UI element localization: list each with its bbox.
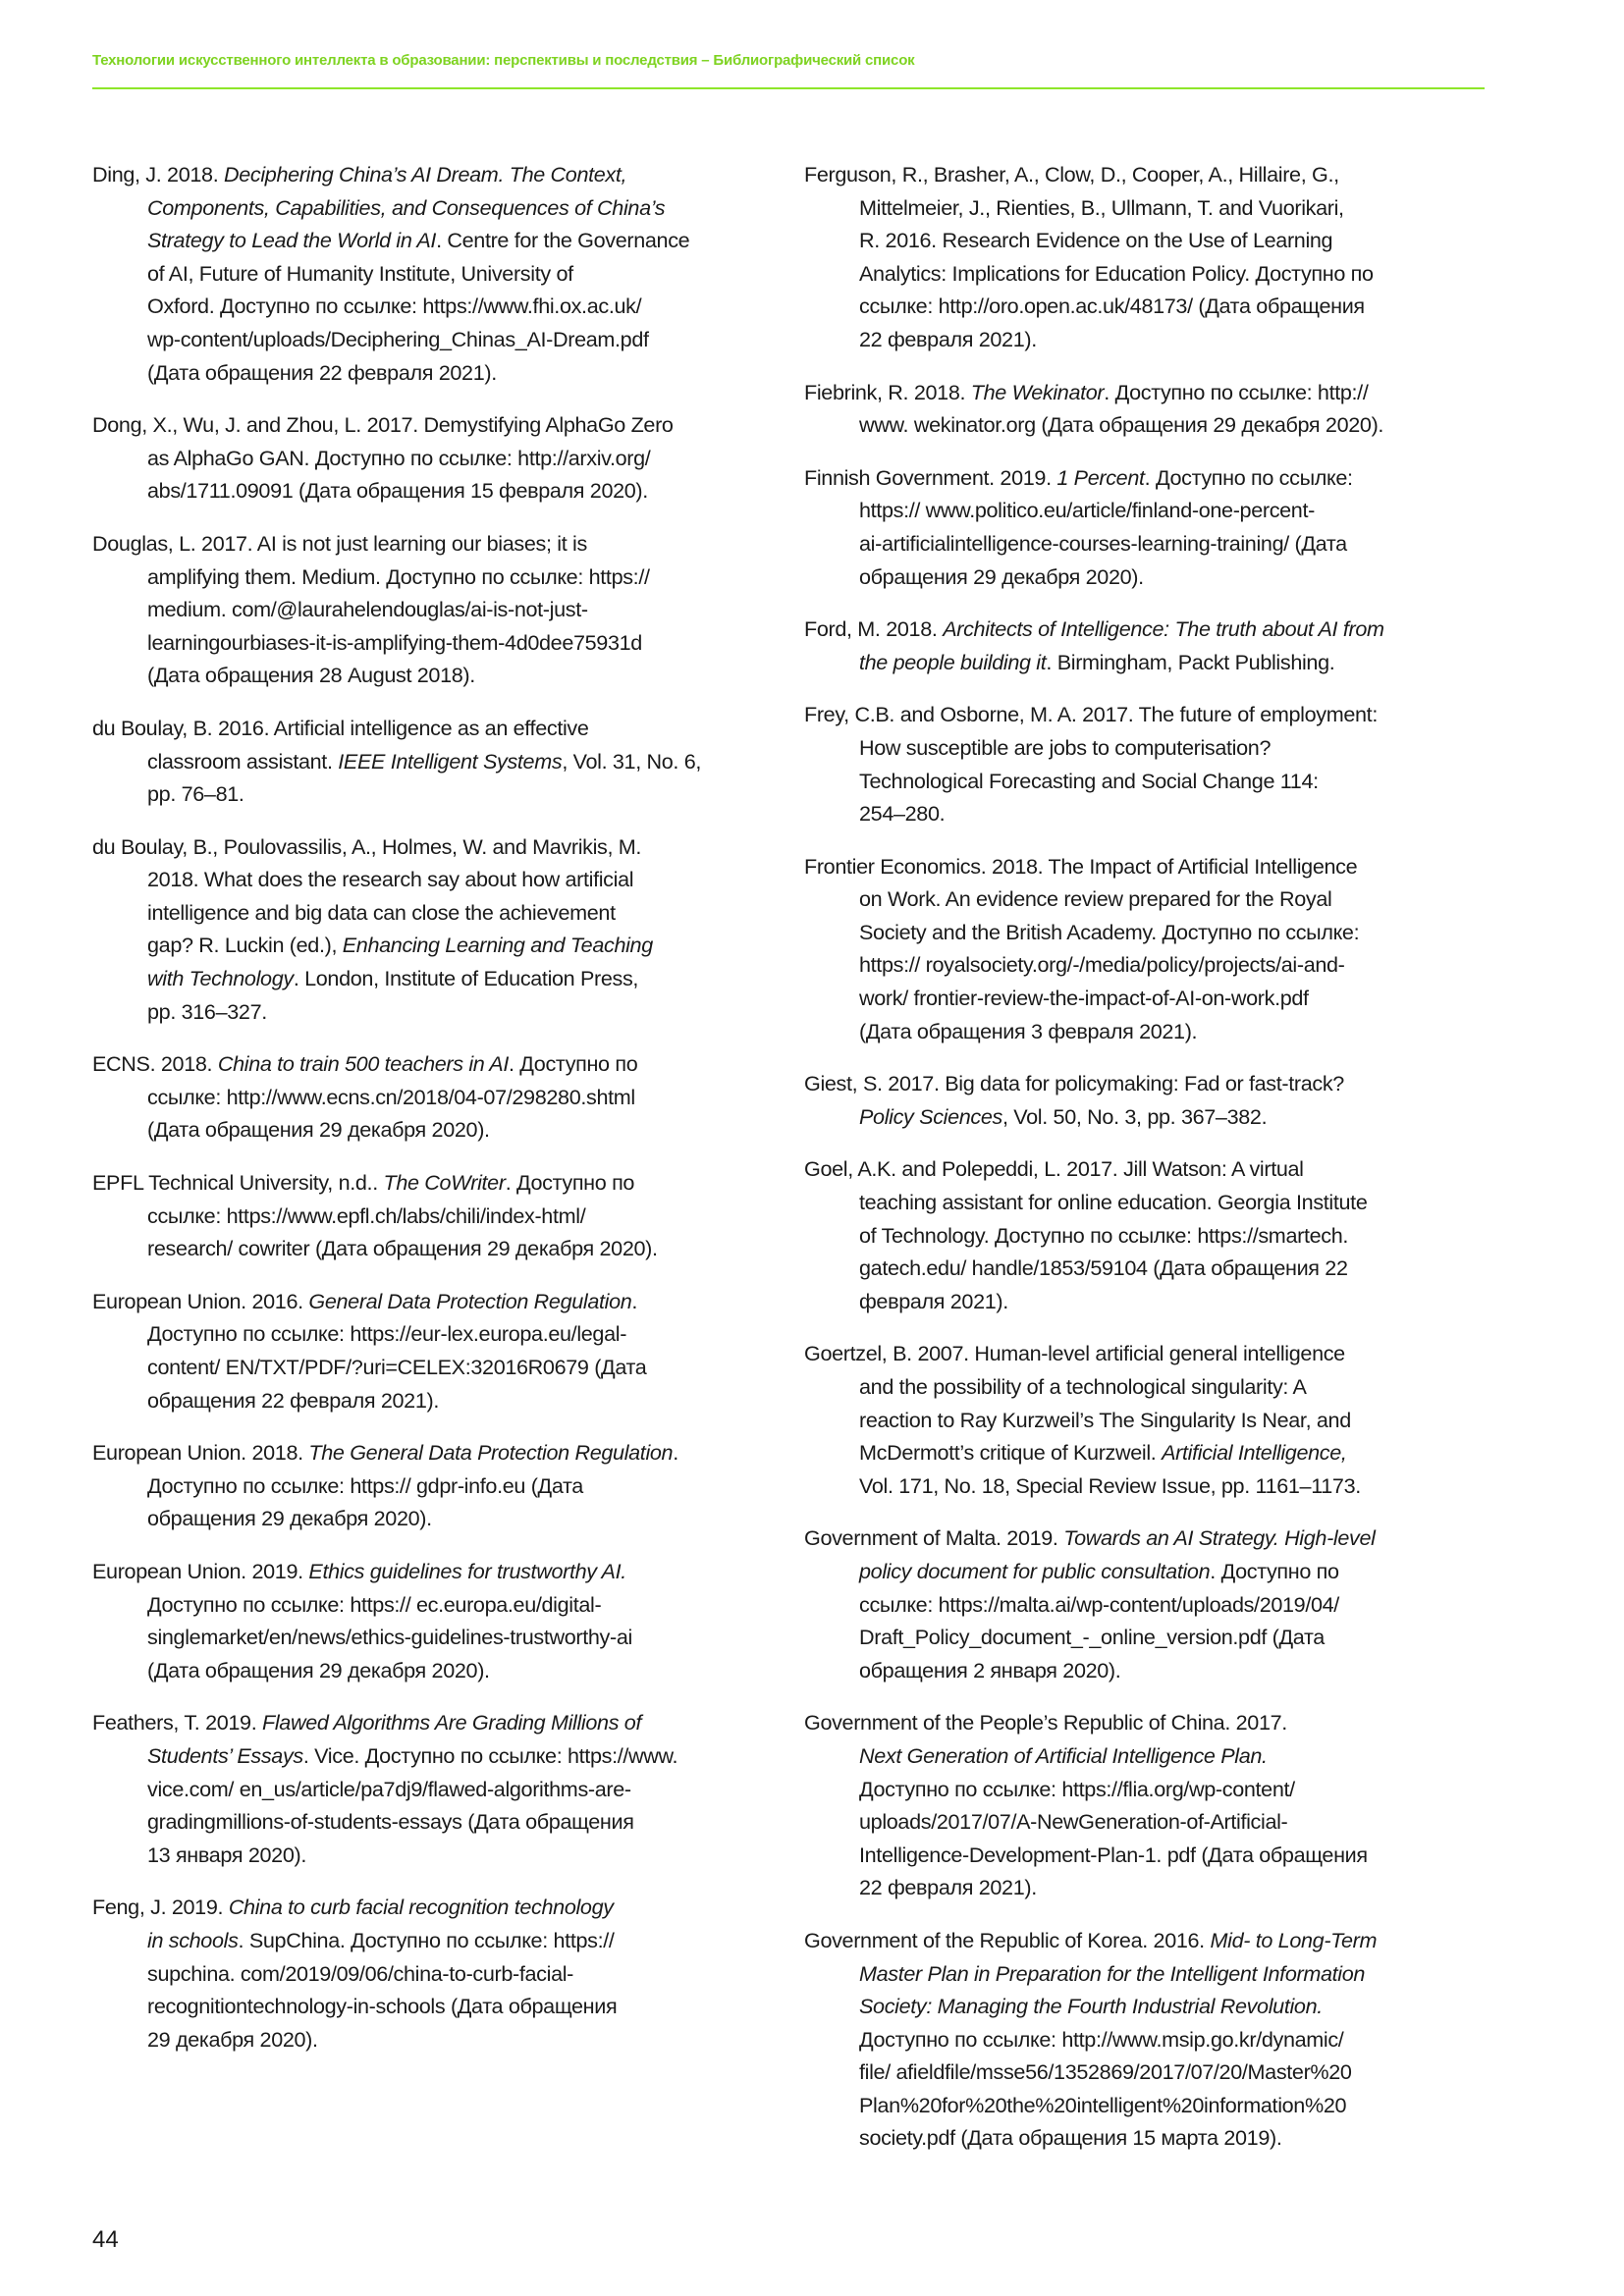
entry-text: supchina. com/2019/09/06/china-to-curb-facial- <box>147 1960 574 1986</box>
entry-line <box>804 561 1491 594</box>
entry-text: Technological Forecasting and Social Change 114: <box>859 768 1319 793</box>
entry-text: singlemarket/en/news/ethics-guidelines-trustworthy-ai <box>147 1625 632 1650</box>
bibliography-entry <box>804 1337 1491 1502</box>
entry-text: 22 февраля 2021). <box>859 326 1037 351</box>
entry-line <box>92 745 780 778</box>
entry-line <box>804 1957 1491 1991</box>
entry-text: wp-content/uploads/Deciphering_Chinas_AI-Dream.pdf <box>147 326 649 351</box>
entry-line <box>92 356 780 390</box>
entry-line <box>92 1990 780 2023</box>
entry-line <box>92 2023 780 2056</box>
entry-text: Analytics: Implications for Education Policy. Доступно по <box>859 260 1374 286</box>
italic-title-text: China to curb facial recognition technology <box>228 1895 614 1920</box>
entry-text: . Доступно по <box>508 1051 638 1077</box>
entry-line <box>804 1621 1491 1654</box>
bibliography-entry <box>92 1436 780 1535</box>
entry-text: , Vol. 50, No. 3, pp. 367–382. <box>1001 1103 1268 1129</box>
entry-line <box>804 1067 1491 1100</box>
entry-text: Draft_Policy_document_-_online_version.pdf (Дата <box>859 1625 1325 1650</box>
entry-line <box>92 1654 780 1687</box>
entry-text: Ding, J. 2018. <box>92 162 224 187</box>
entry-line <box>92 561 780 594</box>
italic-title-text: Next Generation of Artificial Intelligence Plan. <box>859 1742 1268 1768</box>
italic-title-text: Towards an AI Strategy. High-level <box>1063 1525 1376 1551</box>
entry-text: of AI, Future of Humanity Institute, University of <box>147 260 573 286</box>
entry-text: Government of the Republic of Korea. 2016. <box>804 1927 1211 1952</box>
entry-line <box>804 1522 1491 1555</box>
entry-text: 254–280. <box>859 801 946 827</box>
entry-line <box>92 1200 780 1233</box>
entry-text: gap? R. Luckin (ed.), <box>147 933 343 958</box>
italic-title-text: The Wekinator <box>970 379 1105 404</box>
entry-line <box>92 929 780 962</box>
entry-text: medium. com/@laurahelendouglas/ai-is-not-just- <box>147 597 588 622</box>
italic-title-text: Flawed Algorithms Are Grading Millions of <box>262 1710 642 1735</box>
entry-line <box>92 1739 780 1773</box>
italic-title-text: the people building it <box>859 649 1047 674</box>
bibliography-entry <box>804 1522 1491 1686</box>
entry-text: (Дата обращения 3 февраля 2021). <box>859 1018 1198 1043</box>
entry-line <box>804 1337 1491 1370</box>
entry-line <box>804 1990 1491 2023</box>
entry-text: content/ EN/TXT/PDF/?uri=CELEX:32016R0679 (Дата <box>147 1355 647 1379</box>
bibliography-entry <box>804 698 1491 829</box>
bibliography-entry <box>92 1891 780 2056</box>
entry-text: McDermott’s critique of Kurzweil. <box>859 1440 1163 1466</box>
entry-text: . Доступно по ссылке: <box>1144 464 1353 490</box>
entry-line <box>804 1654 1491 1687</box>
entry-line <box>804 1436 1491 1469</box>
entry-text: Goel, A.K. and Polepeddi, L. 2017. Jill Watson: A virtual <box>804 1156 1304 1182</box>
entry-line <box>804 882 1491 916</box>
entry-text: on Work. An evidence review prepared for the Royal <box>859 886 1332 912</box>
bibliography-entry <box>92 1285 780 1416</box>
entry-text: Douglas, L. 2017. AI is not just learning our biases; it is <box>92 530 587 556</box>
entry-text: Доступно по ссылке: https:// ec.europa.eu/digital- <box>147 1591 602 1617</box>
italic-title-text: Policy Sciences <box>859 1103 1002 1129</box>
entry-text: Доступно по ссылке: http://www.msip.go.kr/dynamic/ <box>859 2026 1344 2052</box>
entry-line <box>804 1252 1491 1285</box>
entry-text: teaching assistant for online education. Georgia Institute <box>859 1190 1368 1215</box>
bibliography-entry <box>92 712 780 811</box>
entry-text: of Technology. Доступно по ссылке: https://smartech. <box>859 1222 1349 1248</box>
entry-line <box>804 1404 1491 1437</box>
entry-line <box>92 1166 780 1200</box>
entry-text: amplifying them. Medium. Доступно по ссылке: https:// <box>147 563 650 589</box>
entry-text: Intelligence-Development-Plan-1. pdf (Дата обращения <box>859 1842 1368 1867</box>
entry-line <box>804 1469 1491 1503</box>
entry-text: Finnish Government. 2019. <box>804 464 1057 490</box>
entry-text: research/ cowriter (Дата обращения 29 декабря 2020). <box>147 1236 658 1261</box>
entry-text: abs/1711.09091 (Дата обращения 15 февраля 2020). <box>147 478 648 504</box>
entry-line <box>92 527 780 561</box>
entry-text: обращения 29 декабря 2020). <box>147 1506 432 1531</box>
entry-text: Giest, S. 2017. Big data for policymaking: Fad or fast-track? <box>804 1071 1344 1096</box>
italic-title-text: China to train 500 teachers in AI <box>217 1051 509 1077</box>
entry-line <box>804 765 1491 798</box>
bibliography-entry <box>804 1706 1491 1904</box>
entry-text: 13 января 2020). <box>147 1842 306 1867</box>
entry-text: (Дата обращения 22 февраля 2021). <box>147 359 497 385</box>
entry-line <box>92 158 780 191</box>
entry-text: Доступно по ссылке: https://eur-lex.europa.eu/legal- <box>147 1321 627 1347</box>
header-divider <box>92 87 1485 89</box>
bibliography-entry <box>804 613 1491 678</box>
entry-text: learningourbiases-it-is-amplifying-them-4d0dee75931d <box>147 629 642 655</box>
entry-line <box>92 1232 780 1265</box>
entry-text: Goertzel, B. 2007. Human-level artificial general intelligence <box>804 1341 1345 1366</box>
entry-text: Government of Malta. 2019. <box>804 1525 1064 1551</box>
bibliography-entry <box>92 527 780 692</box>
entry-text: Government of the People’s Republic of China. 2017. <box>804 1710 1287 1735</box>
entry-line <box>804 850 1491 883</box>
bibliography-entry <box>804 461 1491 593</box>
entry-line <box>804 1805 1491 1839</box>
bibliography-entry <box>92 158 780 389</box>
entry-line <box>92 1773 780 1806</box>
italic-title-text: Deciphering China’s AI Dream. The Context, <box>224 162 627 187</box>
italic-title-text: policy document for public consultation <box>859 1558 1211 1583</box>
bibliography-entry <box>92 830 780 1029</box>
entry-line <box>804 1186 1491 1219</box>
entry-line <box>92 1285 780 1318</box>
entry-line <box>804 376 1491 409</box>
entry-text: Доступно по ссылке: https://flia.org/wp-content/ <box>859 1776 1295 1801</box>
entry-line <box>804 1739 1491 1773</box>
entry-text: du Boulay, B. 2016. Artificial intelligence as an effective <box>92 715 589 740</box>
entry-text: . Доступно по <box>505 1170 635 1196</box>
entry-line <box>92 1957 780 1991</box>
entry-line <box>804 2121 1491 2155</box>
bibliography-entry <box>92 1047 780 1147</box>
entry-text: gatech.edu/ handle/1853/59104 (Дата обращения 22 <box>859 1255 1348 1281</box>
italic-title-text: Artificial Intelligence, <box>1162 1440 1347 1466</box>
entry-text: ссылке: https://www.epfl.ch/labs/chili/index-html/ <box>147 1202 586 1228</box>
entry-line <box>92 712 780 745</box>
entry-line <box>92 1469 780 1503</box>
entry-line <box>804 916 1491 949</box>
entry-text: , Vol. 31, No. 6, <box>562 748 702 774</box>
entry-line <box>804 191 1491 225</box>
bibliography-entry <box>92 1555 780 1686</box>
entry-text: февраля 2021). <box>859 1288 1008 1313</box>
entry-line <box>804 948 1491 982</box>
italic-title-text: General Data Protection Regulation <box>308 1288 632 1313</box>
entry-text: . SupChina. Доступно по ссылке: https:// <box>238 1927 615 1952</box>
entry-text: Society and the British Academy. Доступно по ссылке: <box>859 919 1360 944</box>
bibliography-entry <box>804 1924 1491 2155</box>
entry-line <box>92 1588 780 1622</box>
entry-text: . <box>631 1288 638 1313</box>
entry-text: . Доступно по <box>1210 1558 1339 1583</box>
bibliography-entry <box>804 158 1491 356</box>
entry-text: Vol. 171, No. 18, Special Review Issue, pp. 1161–1173. <box>859 1472 1361 1498</box>
entry-line <box>92 863 780 896</box>
entry-line <box>804 1871 1491 1904</box>
entry-line <box>92 323 780 356</box>
entry-line <box>804 646 1491 679</box>
entry-text: European Union. 2016. <box>92 1288 309 1313</box>
entry-line <box>92 1891 780 1924</box>
bibliography-entry <box>804 1152 1491 1317</box>
entry-line <box>804 1100 1491 1134</box>
entry-text: European Union. 2019. <box>92 1558 309 1583</box>
italic-title-text: Architects of Intelligence: The truth about AI from <box>943 616 1384 642</box>
entry-text: (Дата обращения 28 August 2018). <box>147 663 475 688</box>
entry-text: Dong, X., Wu, J. and Zhou, L. 2017. Demystifying AlphaGo Zero <box>92 412 674 438</box>
entry-line <box>804 2023 1491 2056</box>
entry-line <box>92 1081 780 1114</box>
entry-line <box>804 527 1491 561</box>
entry-line <box>804 982 1491 1015</box>
entry-line <box>804 1924 1491 1957</box>
entry-line <box>92 626 780 660</box>
bibliography-entry <box>804 850 1491 1048</box>
entry-line <box>92 1805 780 1839</box>
entry-text: du Boulay, B., Poulovassilis, A., Holmes, W. and Mavrikis, M. <box>92 833 642 859</box>
entry-line <box>804 257 1491 291</box>
entry-line <box>804 461 1491 495</box>
entry-line <box>804 1219 1491 1253</box>
entry-text: gradingmillions-of-students-essays (Дата обращения <box>147 1809 634 1835</box>
entry-line <box>804 731 1491 765</box>
entry-line <box>804 1152 1491 1186</box>
entry-line <box>92 1436 780 1469</box>
entry-line <box>804 2089 1491 2122</box>
entry-line <box>92 659 780 692</box>
entry-line <box>804 224 1491 257</box>
entry-line <box>92 593 780 626</box>
entry-line <box>804 1588 1491 1622</box>
entry-text: work/ frontier-review-the-impact-of-AI-on-work.pdf <box>859 986 1309 1011</box>
entry-text: . Birmingham, Packt Publishing. <box>1046 649 1335 674</box>
italic-title-text: Enhancing Learning and Teaching <box>342 933 653 958</box>
entry-line <box>804 1839 1491 1872</box>
entry-text: society.pdf (Дата обращения 15 марта 2019). <box>859 2125 1282 2151</box>
entry-line <box>92 896 780 930</box>
italic-title-text: Ethics guidelines for trustworthy AI. <box>308 1558 626 1583</box>
entry-text: file/ afieldfile/msse56/1352869/2017/07/20/Master%20 <box>859 2059 1352 2085</box>
entry-text: How susceptible are jobs to computerisation? <box>859 734 1272 760</box>
entry-text: Feng, J. 2019. <box>92 1895 229 1920</box>
entry-text: Plan%20for%20the%20intelligent%20information%20 <box>859 2092 1347 2117</box>
entry-text: recognitiontechnology-in-schools (Дата обращения <box>147 1994 618 2019</box>
entry-text: (Дата обращения 29 декабря 2020). <box>147 1657 490 1682</box>
entry-text: . London, Institute of Education Press, <box>293 966 639 991</box>
entry-text: обращения 22 февраля 2021). <box>147 1387 439 1413</box>
entry-line <box>804 1773 1491 1806</box>
entry-text: R. 2016. Research Evidence on the Use of Learning <box>859 228 1333 253</box>
italic-title-text: Strategy to Lead the World in AI <box>147 228 437 253</box>
entry-text: . Vice. Доступно по ссылке: https://www. <box>302 1742 678 1768</box>
entry-line <box>92 1047 780 1081</box>
italic-title-text: Master Plan in Preparation for the Intelligent Information <box>859 1960 1366 1986</box>
entry-text: https:// www.politico.eu/article/finland-one-percent- <box>859 498 1315 523</box>
entry-line <box>804 1706 1491 1739</box>
entry-text: обращения 29 декабря 2020). <box>859 563 1144 589</box>
entry-text: ai-artificialintelligence-courses-learning-training/ (Дата <box>859 530 1347 556</box>
entry-text: Ferguson, R., Brasher, A., Clow, D., Cooper, A., Hillaire, G., <box>804 162 1339 187</box>
page-number: 44 <box>92 2226 119 2253</box>
bibliography-entry <box>92 1166 780 1265</box>
entry-text: Frey, C.B. and Osborne, M. A. 2017. The future of employment: <box>804 702 1378 727</box>
entry-line <box>804 494 1491 527</box>
entry-text: intelligence and big data can close the achievement <box>147 899 616 925</box>
entry-line <box>92 830 780 864</box>
entry-text: as AlphaGo GAN. Доступно по ссылке: http://arxiv.org/ <box>147 445 651 470</box>
entry-text: https:// royalsociety.org/-/media/policy/projects/ai-and- <box>859 952 1345 978</box>
entry-line <box>92 777 780 811</box>
entry-line <box>804 1285 1491 1318</box>
entry-line <box>804 290 1491 323</box>
entry-line <box>804 2056 1491 2089</box>
italic-title-text: IEEE Intelligent Systems <box>338 748 563 774</box>
entry-line <box>92 1621 780 1654</box>
entry-text: Доступно по ссылке: https:// gdpr-info.eu (Дата <box>147 1472 583 1498</box>
bibliography-column-left <box>92 158 780 2075</box>
entry-text: обращения 2 января 2020). <box>859 1657 1121 1682</box>
entry-text: and the possibility of a technological singularity: A <box>859 1374 1307 1399</box>
bibliography-entry <box>804 1067 1491 1133</box>
entry-line <box>92 995 780 1029</box>
entry-text: European Union. 2018. <box>92 1440 309 1466</box>
entry-text: Fiebrink, R. 2018. <box>804 379 971 404</box>
entry-text: ECNS. 2018. <box>92 1051 218 1077</box>
entry-text: uploads/2017/07/A-NewGeneration-of-Artificial- <box>859 1809 1288 1835</box>
running-header-title: Технологии искусственного интеллекта в образовании: перспективы и последствия – Библиографический список <box>92 52 915 69</box>
entry-text: www. wekinator.org (Дата обращения 29 декабря 2020). <box>859 412 1384 438</box>
bibliography-entry <box>804 376 1491 442</box>
entry-line <box>92 442 780 475</box>
entry-text: reaction to Ray Kurzweil’s The Singularity Is Near, and <box>859 1407 1351 1432</box>
entry-line <box>92 1384 780 1417</box>
entry-line <box>804 408 1491 442</box>
italic-title-text: Components, Capabilities, and Consequences of China’s <box>147 194 666 220</box>
entry-line <box>92 290 780 323</box>
italic-title-text: Students’ Essays <box>147 1742 303 1768</box>
entry-text: 2018. What does the research say about how artificial <box>147 867 634 892</box>
entry-text: 22 февраля 2021). <box>859 1875 1037 1900</box>
entry-text: . Доступно по ссылке: http:// <box>1104 379 1369 404</box>
entry-line <box>804 1555 1491 1588</box>
entry-text: . Centre for the Governance <box>436 228 690 253</box>
entry-line <box>92 1351 780 1384</box>
entry-line <box>804 158 1491 191</box>
entry-line <box>92 408 780 442</box>
entry-text: Frontier Economics. 2018. The Impact of Artificial Intelligence <box>804 853 1358 879</box>
entry-text: . <box>673 1440 678 1466</box>
entry-text: 29 декабря 2020). <box>147 2026 318 2052</box>
entry-line <box>92 1924 780 1957</box>
bibliography-entry <box>92 408 780 507</box>
entry-line <box>92 1706 780 1739</box>
entry-text: EPFL Technical University, n.d.. <box>92 1170 384 1196</box>
italic-title-text: with Technology <box>147 966 294 991</box>
bibliography-column-right <box>804 158 1491 2174</box>
entry-text: Oxford. Доступно по ссылке: https://www.fhi.ox.ac.uk/ <box>147 294 642 319</box>
entry-line <box>92 1502 780 1535</box>
entry-line <box>92 191 780 225</box>
italic-title-text: The CoWriter <box>383 1170 506 1196</box>
entry-line <box>92 257 780 291</box>
italic-title-text: Society: Managing the Fourth Industrial Revolution. <box>859 1994 1323 2019</box>
entry-text: ссылке: http://www.ecns.cn/2018/04-07/298280.shtml <box>147 1084 635 1109</box>
entry-text: ссылке: http://oro.open.ac.uk/48173/ (Дата обращения <box>859 294 1365 319</box>
entry-line <box>804 613 1491 646</box>
entry-line <box>804 1015 1491 1048</box>
entry-line <box>804 1370 1491 1404</box>
entry-line <box>804 698 1491 731</box>
italic-title-text: in schools <box>147 1927 239 1952</box>
entry-line <box>92 962 780 995</box>
italic-title-text: Mid- to Long-Term <box>1210 1927 1378 1952</box>
entry-text: classroom assistant. <box>147 748 339 774</box>
italic-title-text: 1 Percent <box>1056 464 1145 490</box>
entry-text: Feathers, T. 2019. <box>92 1710 263 1735</box>
entry-line <box>804 797 1491 830</box>
entry-text: vice.com/ en_us/article/pa7dj9/flawed-algorithms-are- <box>147 1776 631 1801</box>
entry-line <box>92 224 780 257</box>
entry-line <box>92 474 780 507</box>
entry-text: Ford, M. 2018. <box>804 616 944 642</box>
entry-text: (Дата обращения 29 декабря 2020). <box>147 1117 490 1143</box>
entry-text: Mittelmeier, J., Rienties, B., Ullmann, T. and Vuorikari, <box>859 194 1344 220</box>
entry-text: ссылке: https://malta.ai/wp-content/uploads/2019/04/ <box>859 1591 1339 1617</box>
entry-line <box>804 323 1491 356</box>
entry-line <box>92 1317 780 1351</box>
bibliography-entry <box>92 1706 780 1871</box>
entry-text: pp. 76–81. <box>147 781 244 807</box>
entry-line <box>92 1555 780 1588</box>
entry-line <box>92 1839 780 1872</box>
entry-text: pp. 316–327. <box>147 998 267 1024</box>
entry-line <box>92 1113 780 1147</box>
italic-title-text: The General Data Protection Regulation <box>308 1440 674 1466</box>
